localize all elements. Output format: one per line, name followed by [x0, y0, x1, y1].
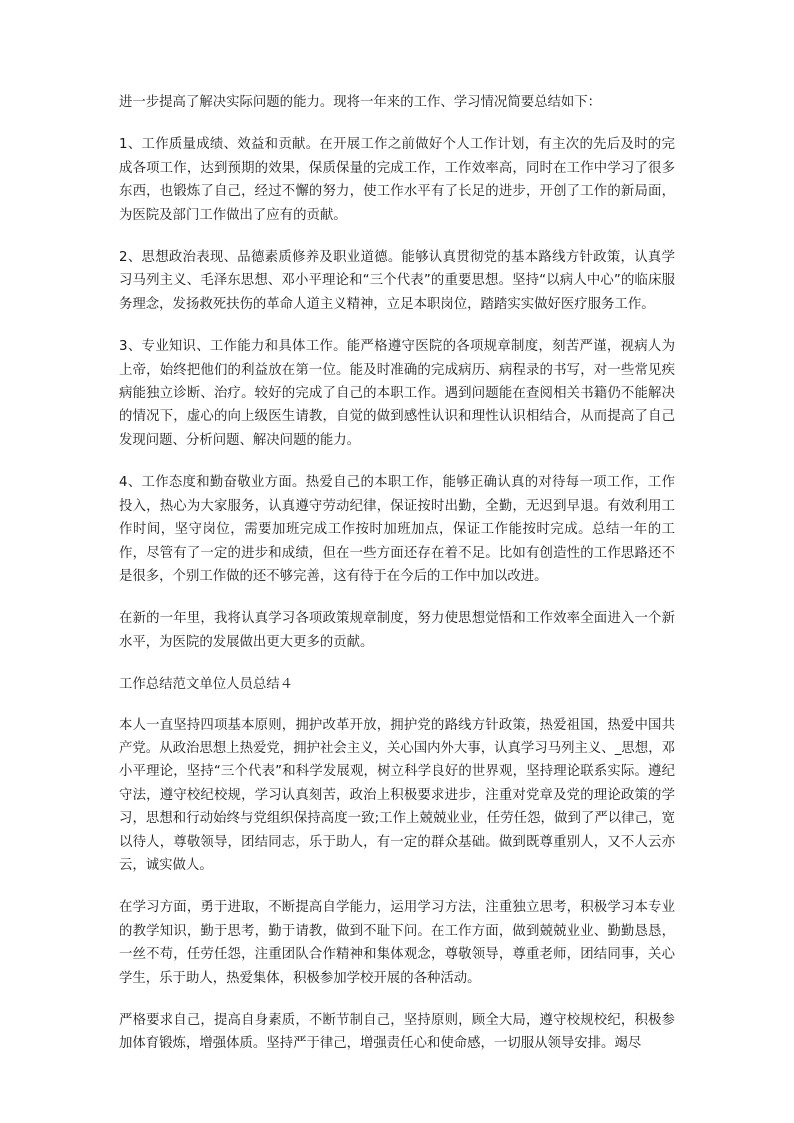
conclusion-paragraph: 在新的一年里，我将认真学习各项政策规章制度，努力使思想觉悟和工作效率全面进入一个新水平，为医院的发展做出更大更多的贡献。 [119, 611, 675, 650]
intro-paragraph: 进一步提高了解决实际问题的能力。现将一年来的工作、学习情况简要总结如下： [119, 95, 602, 110]
section-paragraph-3: 严格要求自己，提高自身素质，不断节制自己，坚持原则，顾全大局，遵守校规校纪，积极参加体育锻炼，增强体质。坚持严于律己，增强责任心和使命感，一切服从领导安排。竭尽 [119, 1013, 675, 1052]
section-title: 工作总结范文单位人员总结４ [119, 677, 294, 693]
item-paragraph-1: 1、工作质量成绩、效益和贡献。在开展工作之前做好个人工作计划，有主次的先后及时的完成各项工作，达到预期的效果，保质保量的完成工作，工作效率高，同时在工作中学习了很多东西，也锻炼了自己，经过不懈的努力，使工作水平有了长足的进步，开创了工作的新局面，为医院及部门工作做出了应有的贡献。 [119, 137, 675, 223]
section-paragraph-1: 本人一直坚持四项基本原则，拥护改革开放，拥护党的路线方针政策，热爱祖国，热爱中国共产党。从政治思想上热爱党，拥护社会主义，关心国内外大事，认真学习马列主义、_思想，邓小平理论，坚持“三个代表”和科学发展观，树立科学良好的世界观，坚持理论联系实际。遵纪守法，遵守校纪校规，学习认真刻苦，政治上积极要求进步，注重对党章及党的理论政策的学习，思想和行动始终与党组织保持高度一致;工作上兢兢业业，任劳任怨，做到了严以律己，宽以待人，尊敬领导，团结同志，乐于助人，有一定的群众基础。做到既尊重别人，又不人云亦云，诚实做人。 [119, 717, 675, 873]
item-paragraph-4: 4、工作态度和勤奋敬业方面。热爱自己的本职工作，能够正确认真的对待每一项工作，工作投入，热心为大家服务，认真遵守劳动纪律，保证按时出勤，全勤，无迟到早退。有效利用工作时间，坚守岗位，需要加班完成工作按时加班加点，保证工作能按时完成。总结一年的工作，尽管有了一定的进步和成绩，但在一些方面还存在着不足。比如有创造性的工作思路还不是很多，个别工作做的还不够完善，这有待于在今后的工作中加以改进。 [119, 475, 675, 584]
item-paragraph-2: 2、思想政治表现、品德素质修养及职业道德。能够认真贯彻党的基本路线方针政策，认真学习马列主义、毛泽东思想、邓小平理论和“三个代表”的重要思想。坚持“以病人中心”的临床服务理念，发扬救死扶伤的革命人道主义精神，立足本职岗位，踏踏实实做好医疗服务工作。 [119, 250, 675, 312]
section-paragraph-2: 在学习方面，勇于进取，不断提高自学能力，运用学习方法，注重独立思考，积极学习本专业的教学知识，勤于思考，勤于请教，做到不耻下问。在工作方面，做到兢兢业业、勤勤恳恳，一丝不苟，任劳任怨，注重团队合作精神和集体观念，尊敬领导，尊重老师，团结同事，关心学生，乐于助人，热爱集体，积极参加学校开展的各种活动。 [119, 900, 675, 986]
document-page [119, 91, 675, 1075]
item-paragraph-3: 3、专业知识、工作能力和具体工作。能严格遵守医院的各项规章制度，刻苦严谨，视病人为上帝，始终把他们的利益放在第一位。能及时准确的完成病历、病程录的书写，对一些常见疾病能独立诊断、治疗。较好的完成了自己的本职工作。遇到问题能在查阅相关书籍仍不能解决的情况下，虚心的向上级医生请教，自觉的做到感性认识和理性认识相结合，从而提高了自己发现问题、分析问题、解决问题的能力。 [119, 339, 675, 448]
